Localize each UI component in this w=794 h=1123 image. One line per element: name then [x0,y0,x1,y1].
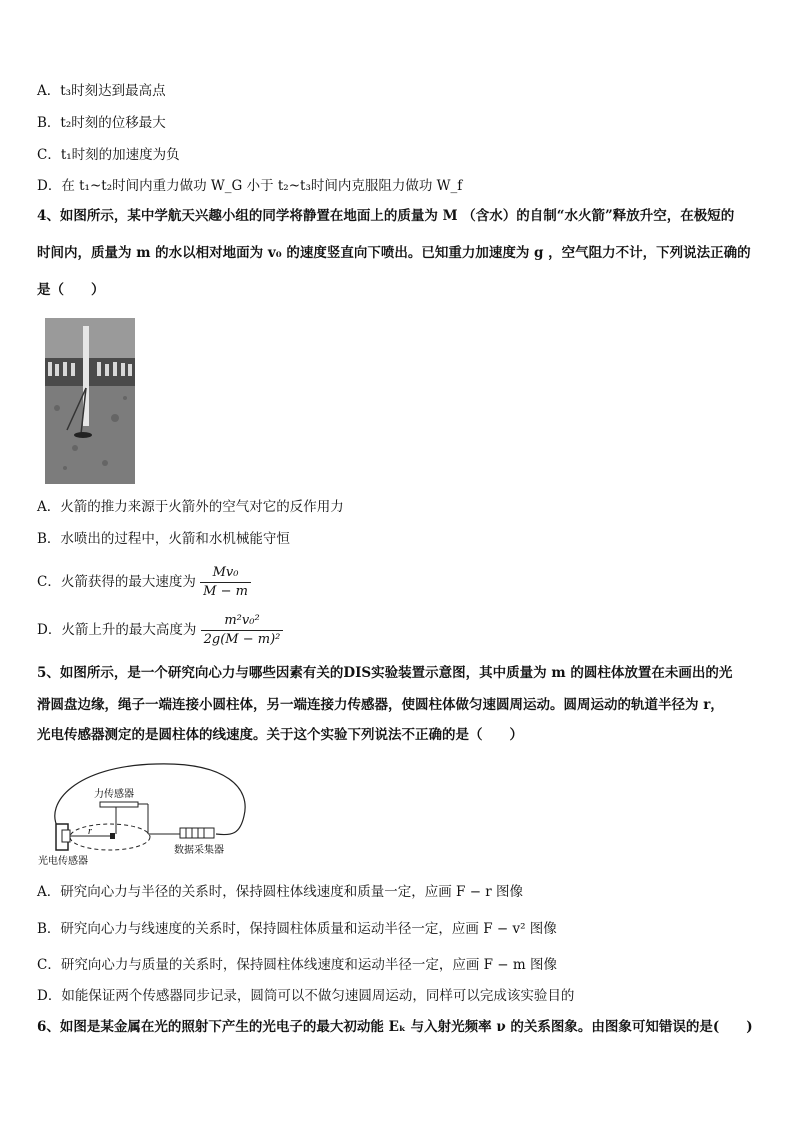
q3-option-c: C．t₁时刻的加速度为负 [37,147,180,163]
q4-option-d-denominator: 2g(M − m)² [203,632,281,647]
q4-option-c-denominator: M − m [203,584,248,599]
q5-stem-line-3: 光电传感器测定的是圆柱体的线速度。关于这个实验下列说法不正确的是（ ） [37,727,523,743]
q5-stem-line-2: 滑圆盘边缘，绳子一端连接小圆柱体，另一端连接力传感器，使圆柱体做匀速圆周运动。圆周运动的轨道半径为 r， [37,697,724,713]
q3-option-d: D．在 t₁~t₂时间内重力做功 W_G 小于 t₂~t₃时间内克服阻力做功 W_f [37,178,463,194]
q4-option-a: A．火箭的推力来源于火箭外的空气对它的反作用力 [37,499,344,515]
label-photo-sensor: 光电传感器 [38,856,88,867]
dis-apparatus-diagram [36,758,266,870]
water-rocket-photo [45,318,135,484]
q4-option-c-text: C．火箭获得的最大速度为 [37,574,196,590]
q4-option-b: B．水喷出的过程中，火箭和水机械能守恒 [37,531,290,547]
q4-stem-line-2: 时间内，质量为 m 的水以相对地面为 v₀ 的速度竖直向下喷出。已知重力加速度为 g ，空气阻力不计，下列说法正确的 [37,245,751,261]
q4-stem-line-3: 是（ ） [37,282,105,298]
q3-option-b: B．t₂时刻的位移最大 [37,115,166,131]
q5-option-c: C．研究向心力与质量的关系时，保持圆柱体线速度和运动半径一定，应画 F − m 图像 [37,957,557,973]
q5-option-a: A．研究向心力与半径的关系时，保持圆柱体线速度和质量一定，应画 F − r 图像 [37,884,524,900]
label-force-sensor: 力传感器 [94,789,134,800]
q3-option-a: A．t₃时刻达到最高点 [37,83,166,99]
cable-wire [55,764,245,835]
q4-option-d-numerator: m²v₀² [201,612,284,631]
data-collector-box [180,828,214,838]
q4-option-c-numerator: Mv₀ [200,564,251,583]
q4-option-d [37,612,283,649]
q4-option-d-fraction [201,612,284,649]
q6-stem: 6、如图是某金属在光的照射下产生的光电子的最大初动能 Eₖ 与入射光频率 ν 的关系图象。由图象可知错误的是( ) [37,1019,753,1035]
force-sensor-box [100,802,138,807]
q4-stem-line-1: 4、如图所示，某中学航天兴趣小组的同学将静置在地面上的质量为 M （含水）的自制“水火箭”释放升空，在极短的 [37,208,735,224]
label-data-collector: 数据采集器 [174,845,224,856]
q4-option-d-text: D．火箭上升的最大高度为 [37,622,197,638]
label-radius: r [88,826,92,837]
q5-stem-line-1: 5、如图所示，是一个研究向心力与哪些因素有关的DIS实验装置示意图，其中质量为 m 的圆柱体放置在未画出的光 [37,665,733,681]
q4-option-c-fraction [200,564,251,601]
q5-option-b: B．研究向心力与线速度的关系时，保持圆柱体质量和运动半径一定，应画 F − v² 图像 [37,921,557,937]
q5-option-d: D．如能保证两个传感器同步记录，圆筒可以不做匀速圆周运动，同样可以完成该实验目的 [37,988,575,1004]
q4-option-c [37,564,251,601]
